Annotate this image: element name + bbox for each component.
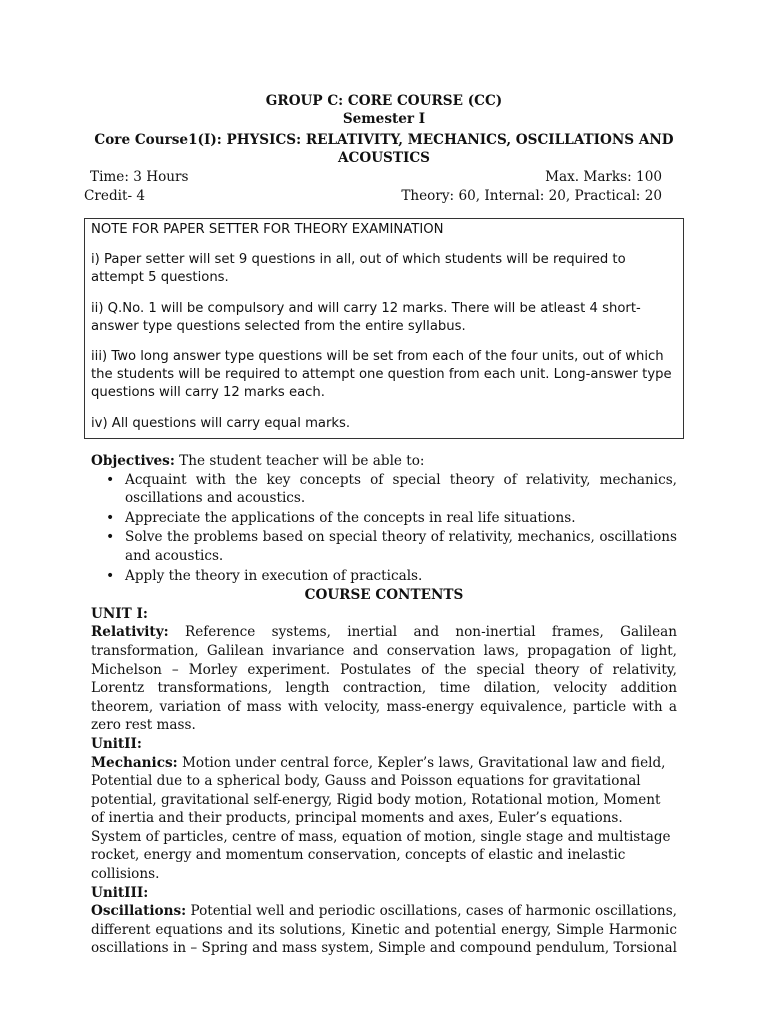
max-marks-label: Max. Marks: 100 bbox=[545, 169, 662, 185]
objective-bullet-4: • Apply the theory in execution of practicals. bbox=[125, 567, 677, 586]
unit-topic-3: Oscillations: bbox=[91, 903, 187, 920]
course-title: Core Course1(I): PHYSICS: RELATIVITY, MECHANICS, OSCILLATIONS AND ACOUSTICS bbox=[94, 132, 674, 166]
time-label: Time: 3 Hours bbox=[90, 169, 189, 185]
objectives-list bbox=[91, 471, 677, 586]
unit-topic-1: Relativity: bbox=[91, 624, 169, 641]
marks-distribution-label: Theory: 60, Internal: 20, Practical: 20 bbox=[401, 188, 662, 204]
unit-text-2: Motion under central force, Kepler’s laws, Gravitational law and field, Potential due to a spherical body, Gauss and Poisson equations for gravitational potential, gravitational self-energy, Rigid body motion, Rotational motion, Moment of inertia and their products, principal moments and axes, Euler’s equations. System of particles, centre of mass, equation of motion, single stage and multistage rocket, energy and momentum conservation, concepts of elastic and inelastic collisions. bbox=[91, 754, 671, 883]
course-contents-title: COURSE CONTENTS bbox=[304, 587, 464, 604]
objectives-section bbox=[91, 452, 677, 958]
unit-paragraph-3 bbox=[91, 902, 677, 958]
unit-topic-2: Mechanics: bbox=[91, 754, 178, 771]
objectives-label: Objectives: bbox=[91, 453, 175, 469]
note-item-4: iv) All questions will carry equal marks. bbox=[91, 415, 351, 431]
unit-heading-2: UnitII: bbox=[91, 735, 142, 752]
unit-heading-1: UNIT I: bbox=[91, 605, 148, 622]
credit-distribution-row bbox=[84, 187, 662, 206]
objectives-intro-line bbox=[91, 452, 677, 471]
unit-text-1: Reference systems, inertial and non-inertial frames, Galilean transformation, Galilean invariance and conservation laws, propagation of light, Michelson – Morley experiment. Postulates of the special theory of relativity, Lorentz transformations, length contraction, time dilation, velocity addition theorem, variation of mass with velocity, mass-energy equivalence, particle with a zero rest mass. bbox=[91, 624, 677, 734]
unit-paragraph-2 bbox=[91, 754, 677, 884]
time-marks-row bbox=[84, 168, 662, 187]
note-item-1: i) Paper setter will set 9 questions in all, out of which students will be required to attempt 5 questions. bbox=[91, 252, 626, 286]
objectives-intro: The student teacher will be able to: bbox=[174, 453, 425, 469]
group-title: GROUP C: CORE COURSE (CC) bbox=[265, 93, 503, 109]
unit-heading-3: UnitIII: bbox=[91, 884, 149, 901]
objective-bullet-1: • Acquaint with the key concepts of special theory of relativity, mechanics, oscillations and acoustics. bbox=[125, 471, 677, 508]
objective-bullet-3: • Solve the problems based on special theory of relativity, mechanics, oscillations and acoustics. bbox=[125, 528, 677, 565]
note-item-3: iii) Two long answer type questions will be set from each of the four units, out of which the students will be required to attempt one question from each unit. Long-answer type questions will carry 12 marks each. bbox=[91, 349, 672, 401]
unit-paragraph-1 bbox=[91, 623, 677, 735]
credit-label: Credit- 4 bbox=[84, 188, 146, 204]
semester-title: Semester I bbox=[342, 111, 426, 127]
note-item-2: ii) Q.No. 1 will be compulsory and will carry 12 marks. There will be atleast 4 short-answer type questions selected from the entire syllabus. bbox=[91, 300, 641, 334]
paper-setter-note-box bbox=[84, 218, 684, 439]
objective-bullet-2: • Appreciate the applications of the concepts in real life situations. bbox=[125, 509, 677, 528]
unit-text-3: Potential well and periodic oscillations, cases of harmonic oscillations, different equations and its solutions, Kinetic and potential energy, Simple Harmonic oscillations in – Spring and mass system, Simple and compound pendulum, Torsional bbox=[91, 903, 677, 957]
note-title: NOTE FOR PAPER SETTER FOR THEORY EXAMINATION bbox=[91, 222, 444, 237]
